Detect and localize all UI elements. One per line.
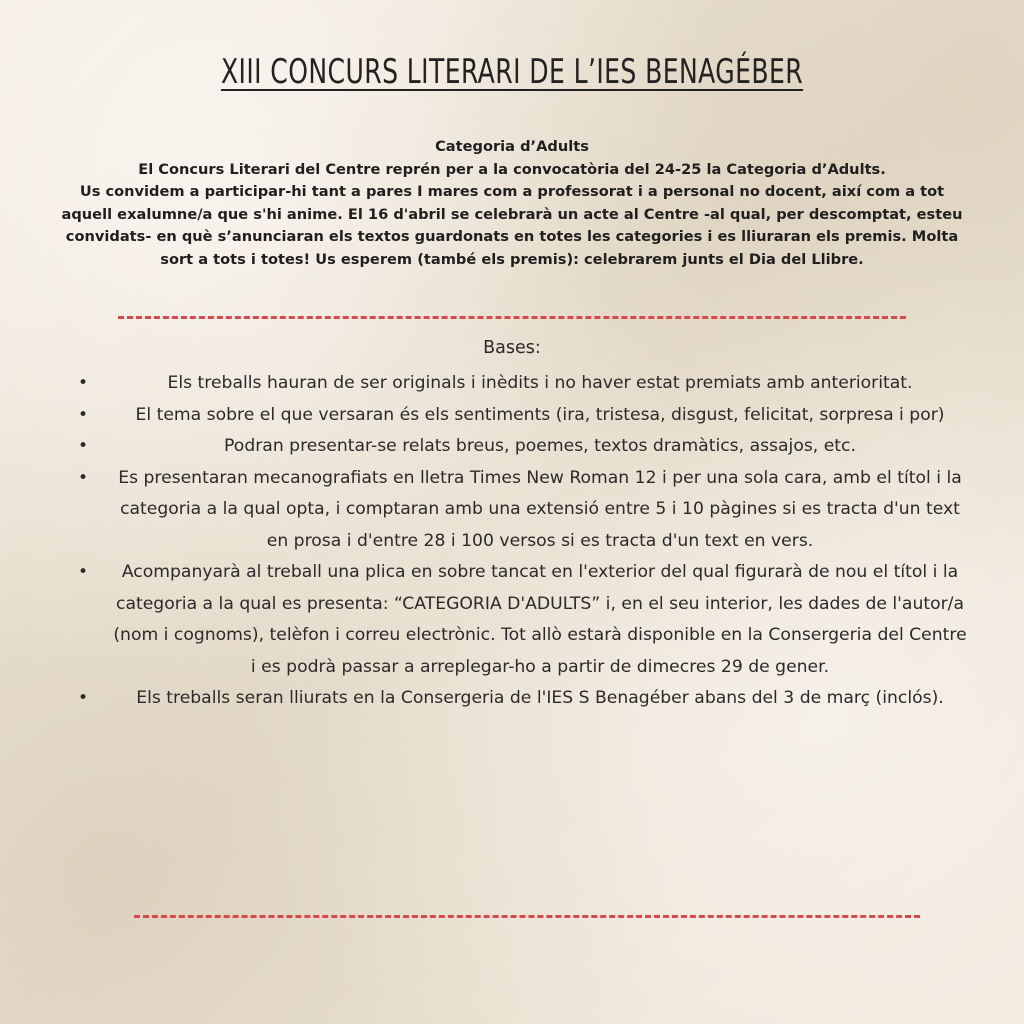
bases-item — [70, 683, 970, 715]
bullet-icon: • — [78, 562, 89, 582]
bullet-icon: • — [78, 688, 89, 708]
bases-item-text: Podran presentar-se relats breus, poemes, textos dramàtics, assajos, etc. — [224, 436, 856, 456]
intro-paragraph: Us convidem a participar-hi tant a pares I mares com a professorat i a personal no docent, així com a tot aquell exalumne/a que s'hi anime. El 16 d'abril se celebrarà un acte al Centre -al qual, per descomptat, esteu convidats- en què s’anunciaran els textos guardonats en totes les categories i es lliuraran els premis. Molta sort a tots i totes! Us esperem (també els premis): celebrarem junts el Dia del Llibre. — [61, 183, 963, 268]
bullet-icon: • — [78, 404, 89, 425]
bases-list — [70, 368, 970, 715]
bullet-icon: • — [78, 373, 89, 393]
bullet-icon: • — [78, 467, 89, 488]
intro-line: El Concurs Literari del Centre reprén per a la convocatòria del 24-25 la Categoria d’Adults. — [138, 160, 886, 178]
poster-title: XIII CONCURS LITERARI DE L’IES BENAGÉBER — [220, 52, 804, 92]
bases-item — [70, 557, 970, 683]
bases-item-text: Els treballs seran lliurats en la Consergeria de l'IES S Benagéber abans del 3 de març (inclós). — [136, 688, 944, 708]
bases-item — [70, 463, 970, 558]
bullet-icon: • — [78, 436, 89, 456]
bases-item — [70, 400, 970, 432]
bases-item — [70, 368, 970, 400]
bottom-dashed-divider — [134, 915, 920, 918]
intro-block — [56, 136, 968, 271]
bases-item-text: Es presentaran mecanografiats en lletra Times New Roman 12 i per una sola cara, amb el títol i la categoria a la qual opta, i comptaran amb una extensió entre 5 i 10 pàgines si es tracta d'un text en prosa i d'entre 28 i 100 versos si es tracta d'un text en vers. — [118, 467, 962, 551]
bases-item — [70, 431, 970, 463]
bases-item-text: El tema sobre el que versaran és els sentiments (ira, tristesa, disgust, felicitat, sorpresa i por) — [135, 404, 945, 425]
bases-label: Bases: — [483, 338, 541, 358]
intro-heading: Categoria d’Adults — [435, 138, 589, 155]
bases-item-text: Els treballs hauran de ser originals i inèdits i no haver estat premiats amb anterioritat. — [167, 373, 913, 393]
top-dashed-divider — [118, 316, 906, 319]
bases-item-text: Acompanyarà al treball una plica en sobre tancat en l'exterior del qual figurarà de nou el títol i la categoria a la qual es presenta: “CATEGORIA D'ADULTS” i, en el seu interior, les dades de l'autor/a (nom i cognoms), telèfon i correu electrònic. Tot allò estarà disponible en la Consergeria del Centre i es podrà passar a arreplegar-ho a partir de dimecres 29 de gener. — [113, 562, 967, 677]
